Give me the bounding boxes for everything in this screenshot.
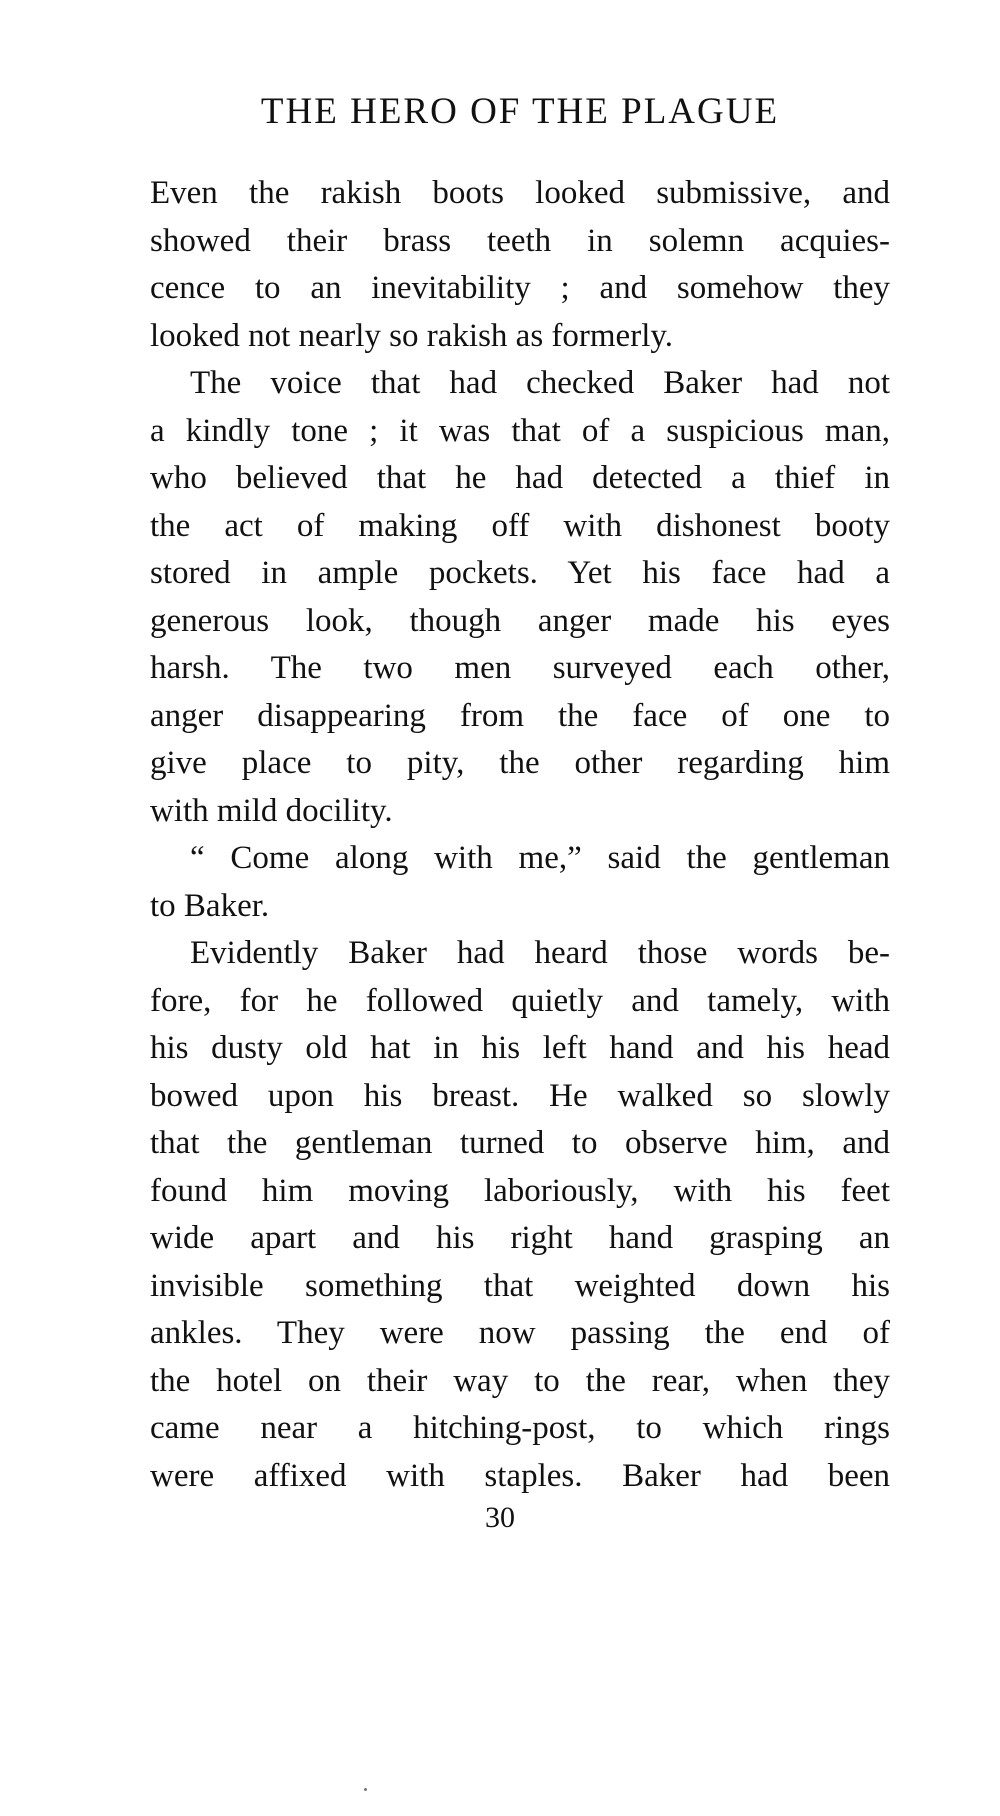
text-line: harsh. The two men surveyed each other, (150, 650, 890, 686)
text-line: stored in ample pockets. Yet his face had a (150, 555, 890, 591)
text-line: give place to pity, the other regarding him (150, 745, 890, 781)
text-line: his dusty old hat in his left hand and his head (150, 1030, 890, 1066)
text-line: looked not nearly so rakish as formerly. (150, 317, 673, 354)
page-number: 30 (485, 1501, 515, 1534)
text-line: found him moving laboriously, with his feet (150, 1172, 890, 1209)
text-line: wide apart and his right hand grasping an (150, 1220, 890, 1256)
scan-speck (364, 1788, 367, 1791)
text-line: cence to an inevitability ; and somehow they (150, 270, 890, 306)
text-line: the hotel on their way to the rear, when they (150, 1362, 890, 1399)
running-head: THE HERO OF THE PLAGUE (260, 91, 780, 132)
text-line: that the gentleman turned to observe him, and (150, 1125, 890, 1161)
text-line: the act of making off with dishonest booty (150, 507, 890, 544)
text-line: The voice that had checked Baker had not (190, 365, 890, 401)
body-text (150, 170, 890, 1500)
text-line: with mild docility. (150, 792, 393, 829)
text-line: bowed upon his breast. He walked so slowly (150, 1077, 890, 1114)
text-line: “ Come along with me,” said the gentleman (190, 840, 890, 876)
text-line: anger disappearing from the face of one to (150, 697, 890, 734)
text-line: a kindly tone ; it was that of a suspicious man, (150, 412, 890, 449)
text-line: Evidently Baker had heard those words be- (190, 935, 890, 971)
text-line: who believed that he had detected a thief in (150, 460, 890, 496)
text-line: showed their brass teeth in solemn acquies- (150, 222, 890, 259)
text-line: generous look, though anger made his eyes (150, 602, 890, 639)
text-line: ankles. They were now passing the end of (150, 1315, 890, 1351)
text-line: invisible something that weighted down his (150, 1267, 890, 1304)
text-line: were affixed with staples. Baker had been (150, 1457, 890, 1494)
text-line: came near a hitching-post, to which rings (150, 1410, 890, 1446)
text-line: to Baker. (150, 887, 270, 924)
text-line: fore, for he followed quietly and tamely, with (150, 982, 890, 1019)
text-line: Even the rakish boots looked submissive, and (150, 175, 890, 211)
